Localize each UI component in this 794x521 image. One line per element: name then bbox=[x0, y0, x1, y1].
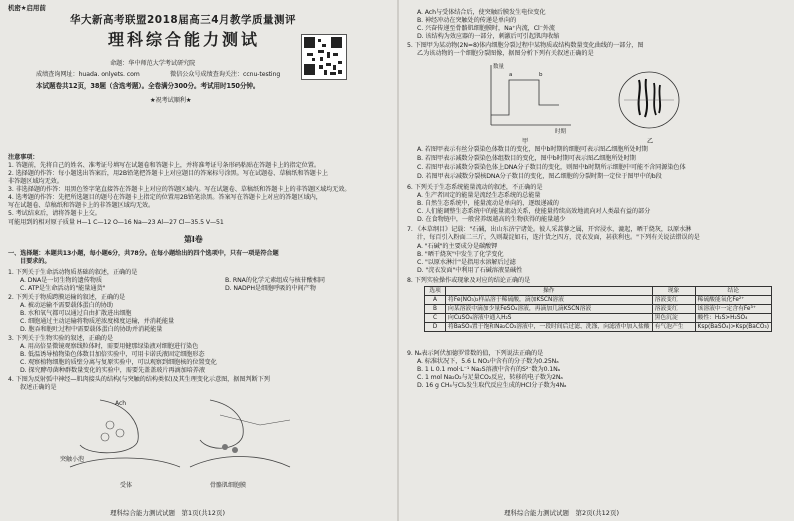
paper-info: 本试题卷共12页，38题（含选考题）。全卷满分300分。考试用时150分钟。 bbox=[36, 82, 260, 90]
table-cell: 向CuSO₄溶液中通入H₂S bbox=[446, 314, 653, 323]
table-cell: 向某溶液中滴加少量FeSO₄溶液，再滴加几滴KSCN溶液 bbox=[446, 305, 653, 314]
option: B. 低温诱导植物染色体数目加倍实验中，可用卡诺氏液固定细胞形态 bbox=[20, 351, 205, 358]
chart-mark: a bbox=[509, 72, 513, 78]
question-stem: 6. 下列关于生态系统能量流动的叙述，不正确的是 bbox=[407, 184, 543, 191]
table-row bbox=[425, 305, 772, 314]
option: A. 被动运输不需要载体蛋白的协助 bbox=[20, 302, 113, 309]
option: A. 标准状况下，5.6 L NO₂中含有的分子数为0.25Nₐ bbox=[417, 358, 559, 365]
option: B. "晒干烧灰"中发生了化学变化 bbox=[417, 251, 504, 258]
option: A. 用高倍显微镜观察线粒体时，需要用健那绿染液对细胞进行染色 bbox=[20, 343, 199, 350]
synapse-figure bbox=[60, 395, 360, 495]
question-stem-cont: 乙为该动物的一个细胞分裂图像，据图分析下列有关叙述正确的是 bbox=[417, 50, 594, 57]
note-line: 3. 非选择题的作答：用黑色签字笔直接答在答题卡上对应的答题区域内。写在试题卷、草稿纸和答题卡上的非答题区域均无效。 bbox=[8, 186, 351, 193]
chart-mark: b bbox=[539, 72, 543, 78]
section-title: 第Ⅰ卷 bbox=[184, 235, 203, 244]
option: A. 生产者固定的能量是流经生态系统的总能量 bbox=[417, 192, 541, 199]
option: C. 人们能调整生态系统中的能量流动关系，使能量持续高效地流向对人类最有益的部分 bbox=[417, 208, 651, 215]
table-cell: 酸性：H₂S>H₂SO₄ bbox=[695, 314, 771, 323]
option: D. 该结构为效应器的一部分，刺激后可引起肌肉收缩 bbox=[417, 33, 560, 40]
note-line: 1. 答题前，先将自己的姓名、准考证号填写在试题卷和答题卡上，并将准考证号条形码粘贴在答题卡上的指定位置。 bbox=[8, 162, 320, 169]
question-stem: 5. 下图甲为某动物(2N=8)体内细胞分裂过程中某物质或结构数量变化曲线的一部分，图 bbox=[407, 42, 644, 49]
note-line: 非答题区域均无效。 bbox=[8, 178, 63, 185]
option: C. "以原水淋汁"是指用水溶解后过滤 bbox=[417, 259, 516, 266]
option: C. 1 mol Na₂O₂与足量CO₂反应，转移的电子数为2Nₐ bbox=[417, 374, 563, 381]
option: D. 胞吞和胞吐过程中需要载体蛋白的协助并消耗能量 bbox=[20, 326, 163, 333]
question-stem: 2. 下列关于物质跨膜运输的叙述，正确的是 bbox=[8, 294, 126, 301]
option: D. "浣衣发面"中利用了石碱溶液显碱性 bbox=[417, 267, 523, 274]
table-header: 现象 bbox=[652, 287, 695, 296]
table-cell: 溶液变红 bbox=[652, 296, 695, 305]
option: A. DNA是一切生物的遗传物质 bbox=[20, 277, 102, 284]
option: A. 若图甲表示有丝分裂染色体数目的变化，图中b时期的细胞可表示图乙细胞所处时期 bbox=[417, 146, 648, 153]
wechat-account: 微信公众号成绩查询关注：ccnu-testing bbox=[170, 71, 281, 78]
table-cell: C bbox=[425, 314, 446, 323]
table-cell: 稀硫酸能氧化Fe²⁺ bbox=[695, 296, 771, 305]
page-title: 理科综合能力测试 bbox=[108, 30, 261, 49]
option: B. 若图甲表示减数分裂染色体组数目的变化，图中b时期可表示图乙细胞所处时期 bbox=[417, 155, 636, 162]
page-footer: 理科综合能力测试试题 第1页(共12页) bbox=[110, 509, 225, 517]
mc-intro-cont: 目要求的。 bbox=[20, 258, 51, 265]
atomic-mass-line: 可能用到的相对原子质量 H—1 C—12 O—16 Na—23 Al—27 Cl—35.5 V—51 bbox=[8, 219, 224, 226]
mc-intro: 一、选择题：本题共13小题，每小题6分，共78分。在每小题给出的四个选项中，只有一项是符合题 bbox=[8, 250, 279, 257]
figure-caption-jia: 甲 bbox=[522, 138, 529, 145]
figure-jia bbox=[479, 60, 579, 135]
option: D. 16 g CH₄与Cl₂发生取代反应生成的HCl分子数为4Nₐ bbox=[417, 382, 567, 389]
question-stem: 8. 下列实验操作或现象及对应的结论正确的是 bbox=[407, 277, 531, 284]
figure-label: Ach bbox=[115, 400, 127, 407]
table-cell: 有气泡产生 bbox=[652, 323, 695, 332]
table-cell: 将BaSO₄置于饱和Na₂CO₃溶液中，一段时间后过滤、洗涤，向滤渣中加入盐酸 bbox=[446, 323, 653, 332]
note-line: 5. 考试结束后，请将答题卡上交。 bbox=[8, 210, 101, 217]
option: B. 神经冲动在突触处的传递是单向的 bbox=[417, 17, 517, 24]
good-luck: ★祝考试顺利★ bbox=[150, 97, 192, 104]
question-stem: 4. 下图为反射弧中神经—肌肉接头的结构(与突触的结构类似)及其生理变化示意图，据图判断下列 bbox=[8, 376, 270, 383]
note-line: 写在试题卷、草稿纸和答题卡上的非答题区域均无效。 bbox=[8, 202, 155, 209]
table-header: 结论 bbox=[695, 287, 771, 296]
qr-code bbox=[301, 34, 347, 80]
table-row bbox=[425, 323, 772, 332]
question-stem: 9. Nₐ表示阿伏加德罗常数的值，下列说法正确的是 bbox=[407, 350, 544, 357]
question-stem: 1. 下列关于生命活动物质基础的叙述，正确的是 bbox=[8, 269, 138, 276]
proposer: 命题：华中师范大学考试研究院 bbox=[110, 60, 196, 67]
figure-caption-yi: 乙 bbox=[647, 138, 654, 145]
option: D. 探究酵母菌种群数量变化的实验中，需要先盖盖玻片再滴加培养液 bbox=[20, 367, 205, 374]
table-cell: 溶液变红 bbox=[652, 305, 695, 314]
question-stem: 7. 《本草纲目》记载："石碱，出山东济宁诸处。彼人采蒿蓼之属，开窖浸水，漉起，晒干烧灰，以原水淋 bbox=[407, 226, 692, 233]
note-line: 4. 选考题的作答：先把所选题目的题号在答题卡上指定的位置用2B铅笔涂黑。答案写在答题卡上对应的答题区域内， bbox=[8, 194, 322, 201]
option: A. "石碱"的主要成分是碳酸钾 bbox=[417, 243, 498, 250]
page-2 bbox=[399, 0, 794, 521]
table-cell: A bbox=[425, 296, 446, 305]
option: B. 1 L 0.1 mol·L⁻¹ Na₂S溶液中含有的S²⁻数为0.1Nₐ bbox=[417, 366, 560, 373]
option: B. 水和氧气都可以通过自由扩散进出细胞 bbox=[20, 310, 132, 317]
q8-table bbox=[424, 286, 772, 332]
table-cell: D bbox=[425, 323, 446, 332]
option: C. 细胞通过主动运输将物质逆浓度梯度运输，并消耗能量 bbox=[20, 318, 175, 325]
note-line: 2. 选择题的作答：每小题选出答案后，用2B铅笔把答题卡上对应题目的答案标号涂黑。写在试题卷、草稿纸和答题卡上 bbox=[8, 170, 328, 177]
table-cell: 该溶液中一定含有Fe³⁺ bbox=[695, 305, 771, 314]
option: C. 兴奋传递至骨骼肌细胞膜时，Na⁺内流，Cl⁻外流 bbox=[417, 25, 555, 32]
confidential-tag: 机密★启用前 bbox=[8, 4, 46, 12]
table-cell: Ksp(BaSO₄)>Ksp(BaCO₃) bbox=[695, 323, 771, 332]
figure-label: 突触小泡 bbox=[60, 456, 85, 463]
table-cell: 将Fe(NO₃)₂样品溶于稀硫酸，滴加KSCN溶液 bbox=[446, 296, 653, 305]
table-row bbox=[425, 296, 772, 305]
option: B. RNA的化学元素组成与核苷酸相同 bbox=[225, 277, 325, 284]
score-website: 成绩查询网址：huada. onlyets. com bbox=[36, 71, 140, 78]
table-row bbox=[425, 314, 772, 323]
exam-series-title: 华大新高考联盟2018届高三4月教学质量测评 bbox=[70, 14, 297, 26]
question-stem: 3. 下列关于生物实验的叙述，正确的是 bbox=[8, 335, 113, 342]
option: C. 观察植物细胞的质壁分离与复原实验中，可以观察到细胞核的位置变化 bbox=[20, 359, 217, 366]
option: D. 若图甲表示减数分裂核DNA分子数目的变化，图乙细胞的分裂时期一定位于图甲中的b段 bbox=[417, 173, 662, 180]
option: A. Ach与受体结合后，使突触后膜发生电位变化 bbox=[417, 9, 546, 16]
option: C. ATP是生命活动的"能量通货" bbox=[20, 285, 106, 292]
option: C. 若图甲表示减数分裂染色体上DNA分子数目的变化，则图中b时期所示细胞中可能不含同源染色体 bbox=[417, 164, 686, 171]
option: B. 自然生态系统中，能量流动是单向的、逐级递减的 bbox=[417, 200, 559, 207]
option: D. NADPH是细胞呼吸的中间产物 bbox=[225, 285, 316, 292]
figure-label: 受体 bbox=[120, 482, 133, 489]
question-stem-cont: 汁，每百引入粉面二三斤，久则凝淀如石，连汁货之四方，浣衣发面，甚获利也。"下列有关说法错误的是 bbox=[417, 234, 700, 241]
table-header: 操作 bbox=[446, 287, 653, 296]
chart-ylabel: 数量 bbox=[493, 64, 505, 70]
chart-xlabel: 时期 bbox=[555, 129, 567, 135]
figure-yi bbox=[614, 65, 684, 135]
table-cell: B bbox=[425, 305, 446, 314]
notes-title: 注意事项： bbox=[8, 154, 39, 161]
table-header: 选项 bbox=[425, 287, 446, 296]
table-cell: 黑色沉淀 bbox=[652, 314, 695, 323]
page-footer: 理科综合能力测试试题 第2页(共12页) bbox=[504, 509, 619, 517]
figure-label: 骨骼肌细胞膜 bbox=[210, 482, 247, 489]
option: D. 在食物链中，一般营养级越高的生物获得的能量越少 bbox=[417, 216, 566, 223]
question-stem-cont: 叙述正确的是 bbox=[20, 384, 57, 391]
